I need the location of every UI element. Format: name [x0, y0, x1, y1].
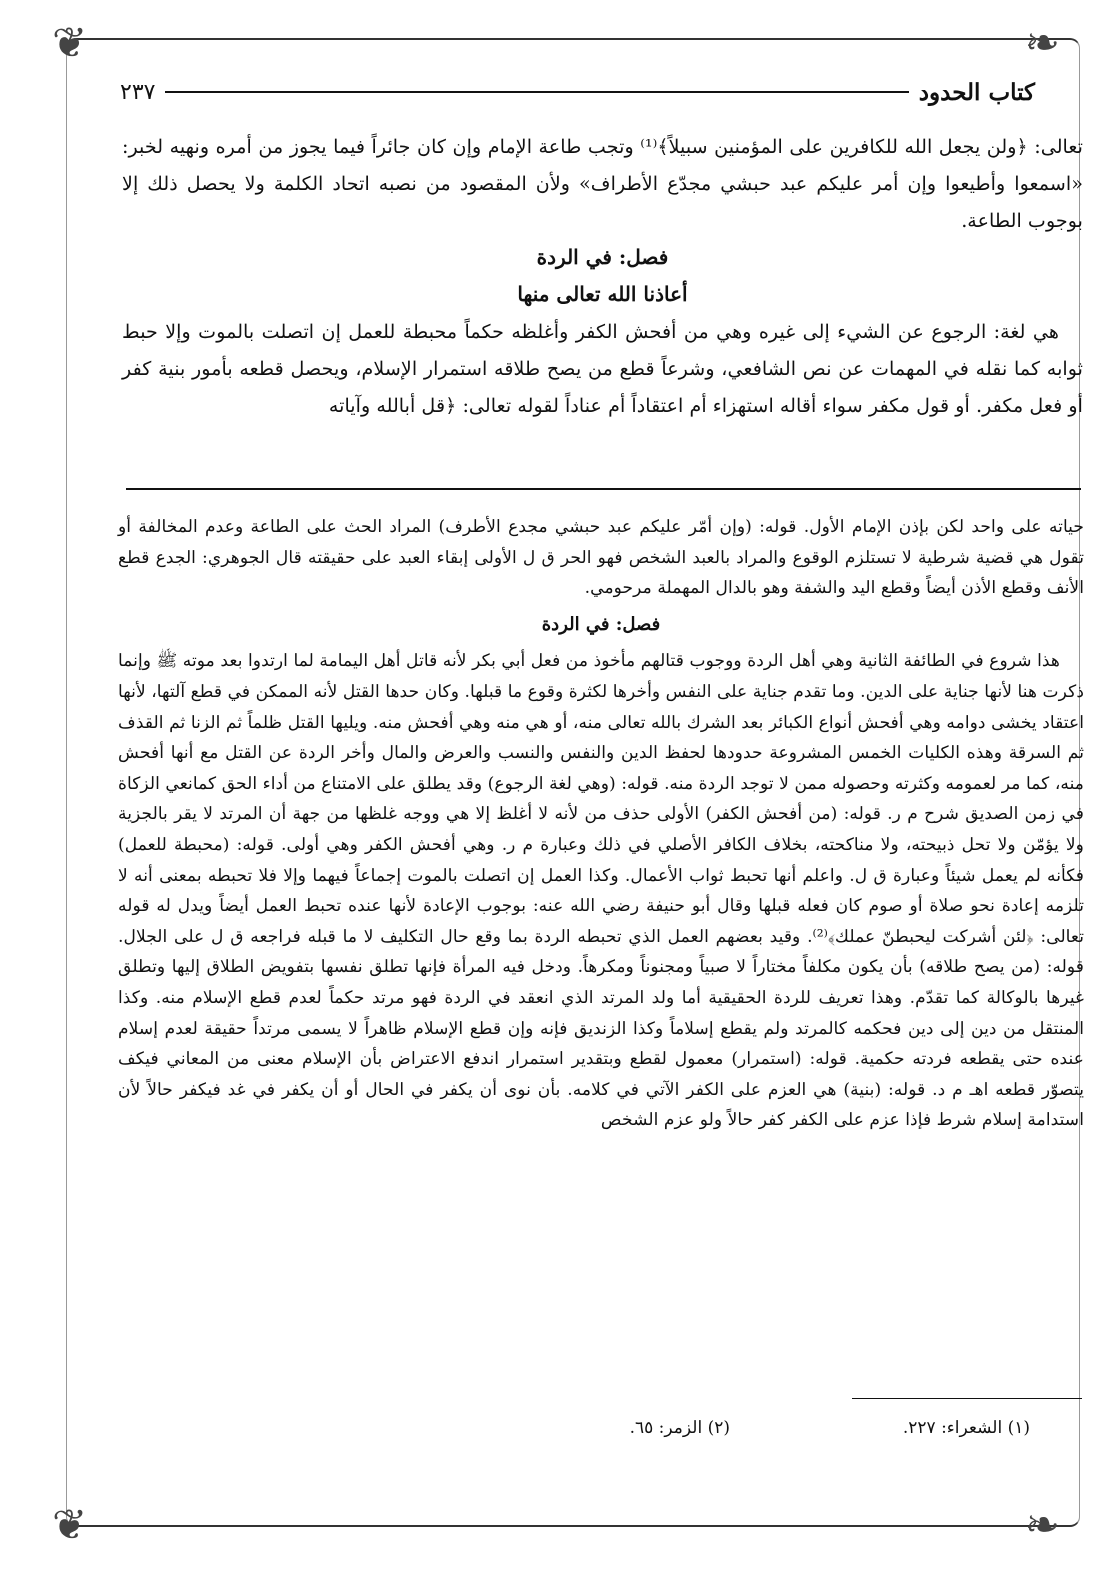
- footnote-1: (١) الشعراء: ٢٢٧.: [902, 1418, 1030, 1438]
- commentary-heading: فصل: في الردة: [541, 613, 661, 635]
- corner-ornament-icon: ❦: [52, 18, 88, 67]
- commentary-paragraph: هذا شروع في الطائفة الثانية وهي أهل الردة ووجوب قتالهم مأخوذ من فعل أبي بكر لأنه قاتل أهل اليمامة لما ارتدوا بعد موته ﷺ وإنما ذكرت هنا لأنها جناية على الدين. وما تقدم جناية على النفس وأخرها لكثرة وقوع ما قبلها. وكان حدها القتل لأنه الممكن في قطع آلتها، لأنها اعتقاد يخشى دوامه وهي أفحش أنواع الكبائر بعد الشرك بالله تعالى منه، أو هي منه وهي أفحش منه. ويليها القتل ظلماً ثم الزنا ثم القذف ثم السرقة وهذه الكليات الخمس المشروعة حدودها لحفظ الدين والنفس والنسب والعرض والمال وأخر الردة عن القتل مع أنها أفحش منه، كما مر لعمومه وكثرته وحصوله ممن لا توجد الردة منه. قوله: (وهي لغة الرجوع) وقد يطلق على الامتناع من أداء الحق كمانعي الزكاة في زمن الصديق شرح م ر. قوله: (من أفحش الكفر) الأولى حذف من لأنه لا أغلظ إلا هي ووجه غلظها من جهة أن المرتد لا يقر بالجزية ولا يؤمّن ولا تحل ذبيحته، ولا مناكحته، بخلاف الكافر الأصلي في ذلك وعبارة م ر. وهي أفحش الكفر وهي أولى. قوله: (محبطة للعمل) فكأنه لم يعمل شيئاً وعبارة ق ل. واعلم أنها تحبط ثواب الأعمال. وكذا العمل إن اتصلت بالموت إجماعاً فيهما وإلا فلا تحبطه بمعنى أنه لا تلزمه إعادة نحو صلاة أو صوم كان فعله قبلها وقال أبو حنيفة رضي الله عنه: بوجوب الإعادة لأنها عنده تحبط العمل أيضاً ويدل له قوله تعالى: ﴿لئن أشركت ليحبطنّ عملك﴾⁽²⁾. وقيد بعضهم العمل الذي تحبطه الردة بما وقع حال التكليف لا ما قبله فراجعه ق ل على الجلال. قوله: (من يصح طلاقه) بأن يكون مكلفاً مختاراً لا صبياً ومجنوناً ومكرهاً. ودخل فيه المرأة فإنها تطلق نفسها بتفويض الطلاق إليها وتطلق غيرها بالوكالة كما تقدّم. وهذا تعريف للردة الحقيقية أما ولد المرتد الذي انعقد في الردة فهو مرتد حكماً لعدم قطع الإسلام منه. وكذا المنتقل من دين إلى دين فحكمه كالمرتد ولم يقطع إسلاماً وكذا الزنديق فإنه وإن قطع الإسلام ظاهراً لا يسمى مرتداً حقيقة لعدم إسلام عنده حتى يقطعه فردته حكمية. قوله: (استمرار) معمول لقطع وبتقدير استمرار اندفع الاعتراض بأن الإسلام معنى من المعاني فيكف يتصوّر قطعه اهـ م د. قوله: (بنية) هي العزم على الكفر الآتي في كلامه. بأن نوى أن يكفر في الحال أو أن يكفر في غد فيكفر حالاً لأن استدامة إسلام شرط فإذا عزم على الكفر كفر حالاً ولو عزم الشخص: [118, 651, 1084, 1131]
- main-paragraph: تعالى: ﴿ولن يجعل الله للكافرين على المؤمنين سبيلاً﴾⁽¹⁾ وتجب طاعة الإمام وإن كان جائراً فيما يجوز من أمره ونهيه لخبر: «اسمعوا وأطيعوا وإن أمر عليكم عبد حبشي مجدّع الأطراف» ولأن المقصود من نصبه اتحاد الكلمة ولا يحصل ذلك إلا بوجوب الطاعة.: [122, 135, 1083, 232]
- section-heading: فصل: في الردة: [536, 245, 669, 269]
- main-text: [122, 128, 1083, 424]
- corner-ornament-icon: ❦: [52, 1500, 88, 1549]
- corner-ornament-icon: ❧: [1024, 1500, 1060, 1549]
- footnote-rule: [852, 1398, 1082, 1399]
- main-paragraph: هي لغة: الرجوع عن الشيء إلى غيره وهي من أفحش الكفر وأغلظه حكماً محبطة للعمل إن اتصلت بالموت وإلا حبط ثوابه كما نقله في المهمات عن نص الشافعي، وشرعاً قطع من يصح طلاقه استمرار الإسلام، ويحصل قطعه بأمور بنية كفر أو فعل مكفر. أو قول مكفر سواء أقاله استهزاء أم اعتقاداً أم عناداً لقوله تعالى: ﴿قل أبالله وآياته: [122, 320, 1083, 417]
- page-header: [120, 72, 1035, 112]
- book-title: كتاب الحدود: [918, 78, 1035, 106]
- footnote-2: (٢) الزمر: ٦٥.: [629, 1418, 730, 1438]
- section-subheading: أعاذنا الله تعالى منها: [517, 282, 688, 306]
- footnotes: [180, 1418, 1030, 1438]
- text-divider: [126, 488, 1081, 490]
- header-rule: [165, 91, 908, 93]
- page-number: ٢٣٧: [120, 79, 156, 105]
- commentary-paragraph: حياته على واحد لكن بإذن الإمام الأول. قوله: (وإن أمّر عليكم عبد حبشي مجدع الأطرف) المراد الحث على الطاعة وعدم المخالفة أو تقول هي قضية شرطية لا تستلزم الوقوع والمراد بالعبد الشخص فهو الحر ق ل الأولى إبقاء العبد على حقيقته قال الجوهري: الجدع قطع الأنف وقطع الأذن أيضاً وقطع اليد والشفة وهو بالدال المهملة مرحومي.: [118, 517, 1084, 599]
- commentary-text: [118, 512, 1084, 1136]
- corner-ornament-icon: ❧: [1024, 18, 1060, 67]
